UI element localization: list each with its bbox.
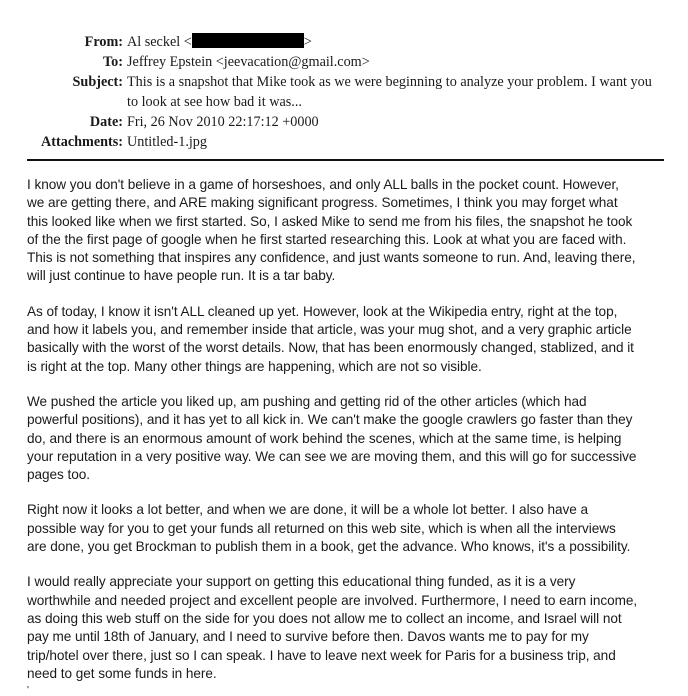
body-paragraph: As of today, I know it isn't ALL cleaned up yet. However, look at the Wikipedia entry, right at the top, and how it labels you, and remember inside that article, was your mug shot, and a very graphic article basically with the worst of the worst details. Now, that has been enormously changed, stablized, and it is right at the top. Many other things are happening, which are not so visible. (27, 303, 634, 374)
date-row (0, 112, 688, 132)
subject-label: Subject: (72, 74, 123, 90)
body-paragraph: We pushed the article you liked up, am pushing and getting rid of the other articles (which had powerful positions), and it has yet to all kick in. We can't make the google crawlers go faster than they do, and there is an enormous amount of work behind the scenes, which at the same time, is helping your reputation in a very positive way. We can see we are moving them, and this will go for successive pages too. (27, 393, 637, 483)
body-paragraph: I know you don't believe in a game of horseshoes, and only ALL balls in the pocket count. However, we are getting there, and ARE making significant progress. Sometimes, I think you may forget what this looked like when we first started. So, I asked Mike to send me from his files, the snapshot he took of the the first page of google when he first started researching this. Look at what you are faced with. This is not something that inspires any confidence, and just wants someone to run. And, leaving there, will just continue to have people run. It is a tar baby. (27, 177, 636, 284)
attachment-filename: Untitled-1.jpg (127, 134, 207, 150)
to-label: To: (103, 54, 123, 70)
email-body (27, 176, 677, 696)
date-label: Date: (89, 114, 123, 130)
from-label: From: (84, 34, 123, 50)
email-header (0, 32, 688, 152)
subject-row (0, 72, 688, 112)
from-row (0, 32, 688, 52)
trailing-mark: ' (27, 685, 29, 696)
from-close: > (303, 34, 312, 50)
redacted-email-block (192, 33, 304, 48)
to-row (0, 52, 688, 72)
attachments-label: Attachments: (41, 134, 123, 150)
body-paragraph: Right now it looks a lot better, and when we are done, it will be a whole lot better. I also have a possible way for you to get your funds all returned on this web site, which is when all the interviews are done, you get Brockman to publish them in a book, get the advance. Who knows, it's a possibility. (27, 502, 631, 555)
date-value: Fri, 26 Nov 2010 22:17:12 +0000 (127, 114, 319, 130)
from-name: Al seckel < (127, 34, 192, 50)
header-divider (27, 159, 664, 161)
from-value (127, 32, 657, 52)
body-paragraph: I would really appreciate your support on getting this educational thing funded, as it is a very worthwhile and needed project and excellent people are involved. Furthermore, I need to earn income, as doing this web stuff on the side for you does not allow me to collect an income, and Israel will not pay me until 18th of January, and I need to survive before then. Davos wants me to pay for my trip/hotel over there, just so I can speak. I have to leave next week for Paris for a business trip, and need to get some funds in here. (27, 574, 638, 681)
to-value: Jeffrey Epstein <jeevacation@gmail.com> (127, 54, 370, 70)
subject-value: This is a snapshot that Mike took as we were beginning to analyze your problem. I want you to look at see how bad it was... (127, 74, 652, 110)
attachments-row (0, 132, 688, 152)
